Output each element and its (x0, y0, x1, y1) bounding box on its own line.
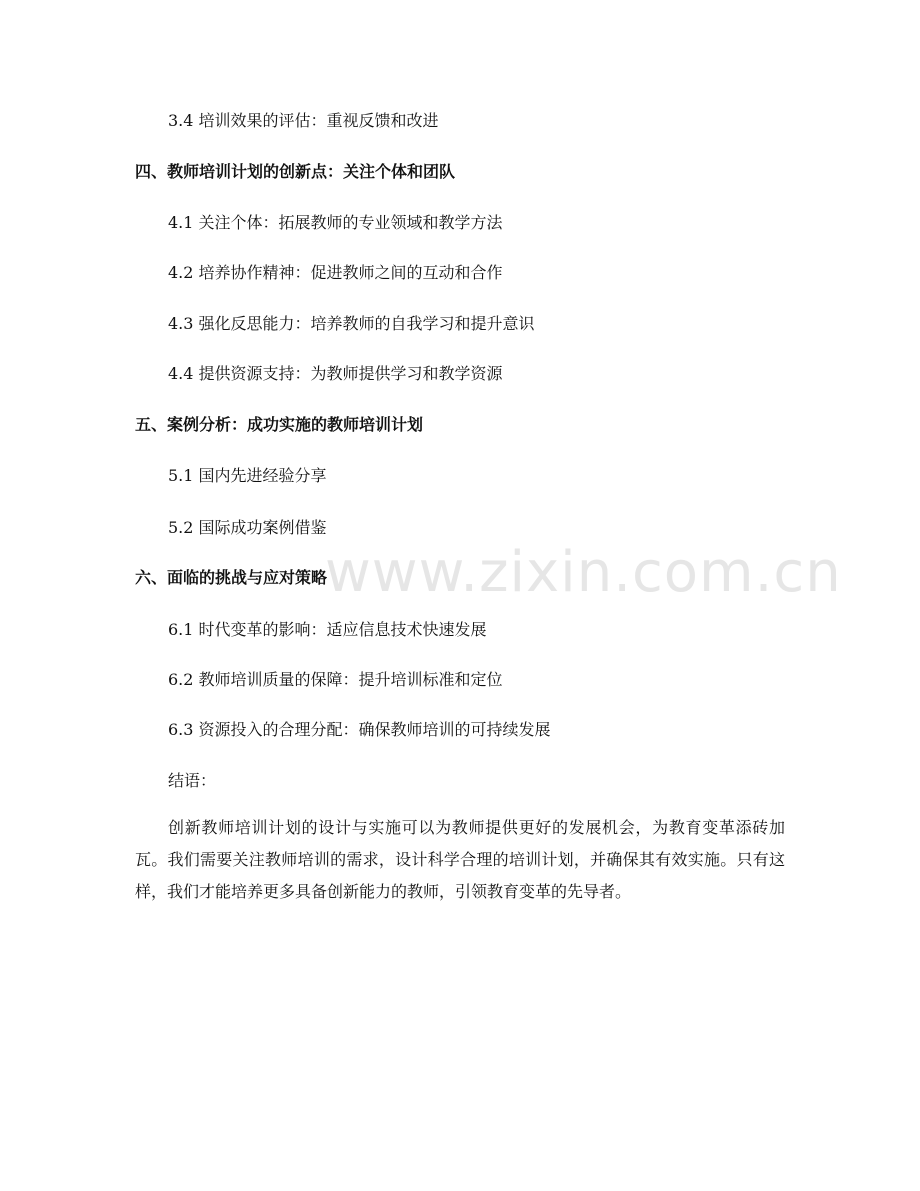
section-item-5-2: 5.2 国际成功案例借鉴 (168, 518, 327, 537)
section-item-4-3: 4.3 强化反思能力：培养教师的自我学习和提升意识 (168, 314, 535, 333)
section-item-3-4: 3.4 培训效果的评估：重视反馈和改进 (168, 111, 439, 130)
section-item-5-1: 5.1 国内先进经验分享 (168, 466, 327, 485)
section-heading-5: 五、案例分析：成功实施的教师培训计划 (135, 415, 424, 434)
section-item-4-4: 4.4 提供资源支持：为教师提供学习和教学资源 (168, 364, 503, 383)
section-heading-6: 六、面临的挑战与应对策略 (135, 568, 328, 587)
section-item-4-1: 4.1 关注个体：拓展教师的专业领域和教学方法 (168, 213, 503, 232)
watermark: www.zixin.com.cn (325, 540, 842, 605)
section-item-6-2: 6.2 教师培训质量的保障：提升培训标准和定位 (168, 670, 503, 689)
conclusion-label: 结语： (168, 771, 217, 790)
section-item-4-2: 4.2 培养协作精神：促进教师之间的互动和合作 (168, 263, 503, 282)
section-item-6-1: 6.1 时代变革的影响：适应信息技术快速发展 (168, 620, 487, 639)
section-item-6-3: 6.3 资源投入的合理分配：确保教师培训的可持续发展 (168, 720, 551, 739)
conclusion-paragraph: 创新教师培训计划的设计与实施可以为教师提供更好的发展机会，为教育变革添砖加瓦。我们需要关注教师培训的需求，设计科学合理的培训计划，并确保其有效实施。只有这样，我们才能培养更多具备创新能力的教师，引领教育变革的先导者。 (135, 818, 785, 901)
section-heading-4: 四、教师培训计划的创新点：关注个体和团队 (135, 162, 456, 181)
